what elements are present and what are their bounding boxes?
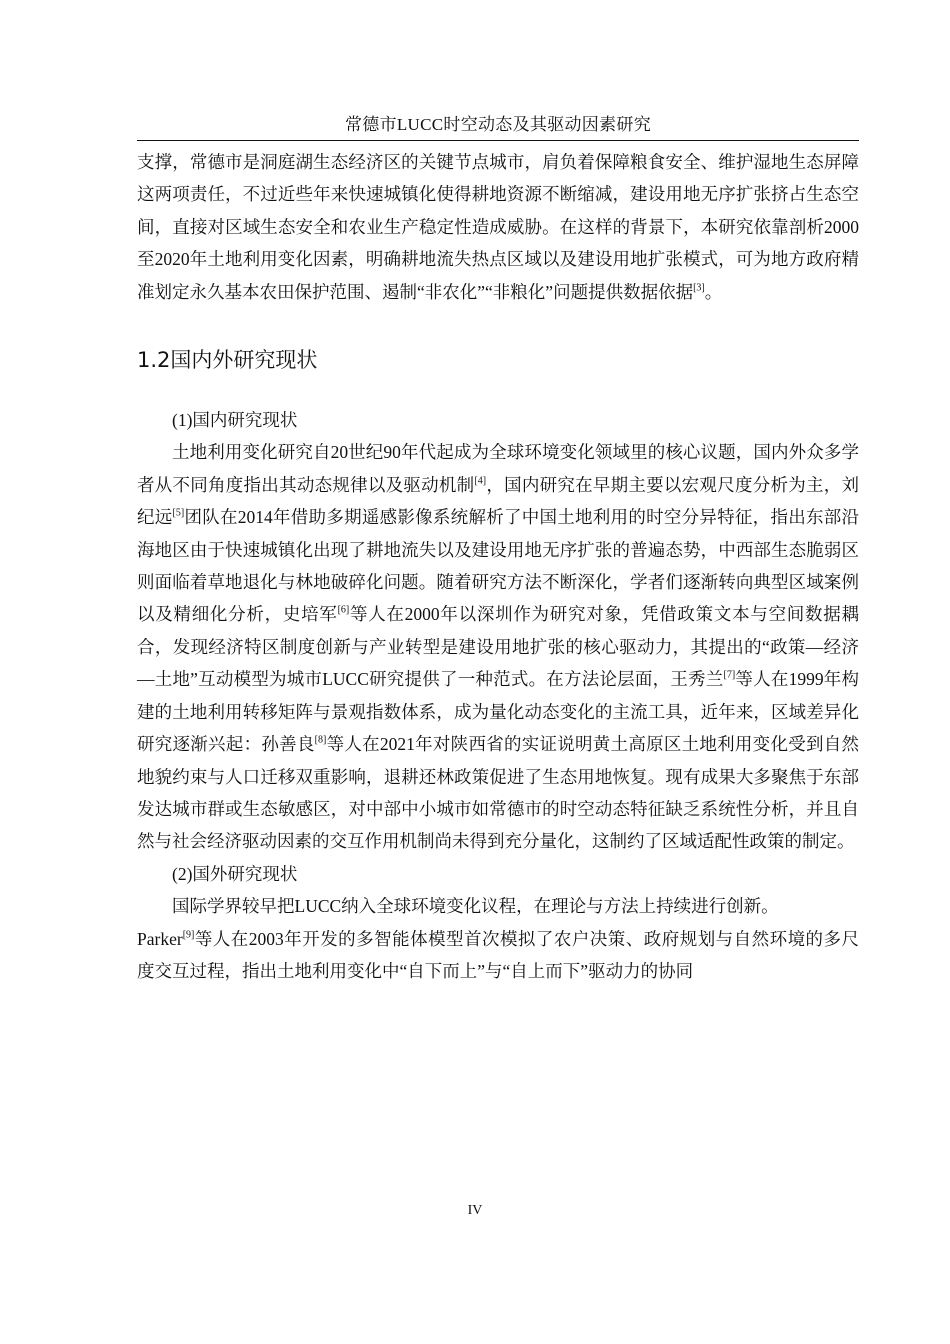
citation-6: [6] [337, 604, 350, 616]
page-number: IV [467, 1203, 483, 1218]
section-number: 1.2 [137, 348, 171, 373]
text-segment: 土地利用变化研究自20世纪90年代起成为全球环境变化领域里的核心议题，国内外众多学者从不同角度指出其动态规律以及驱动机制 [137, 442, 859, 495]
citation-8: [8] [314, 734, 327, 746]
subheading-foreign: (2)国外研究现状 [172, 863, 298, 884]
paragraph-text: 支撑，常德市是洞庭湖生态经济区的关键节点城市，肩负着保障粮食安全、维护湿地生态屏障这两项责任，不过近些年来快速城镇化使得耕地资源不断缩减，建设用地无序扩张挤占生态空间，直接对区域生态安全和农业生产稳定性造成威胁。在这样的背景下，本研究依靠剖析2000至2020年土地利用变化因素，明确耕地流失热点区域以及建设用地扩张模式，可为地方政府精准划定永久基本农田保护范围、遏制“非农化”“非粮化”问题提供数据依据 [137, 152, 859, 302]
text-segment: 等人在2021年对陕西省的实证说明黄土高原区土地利用变化受到自然地貌约束与人口迁移双重影响，退耕还林政策促进了生态用地恢复。现有成果大多聚焦于东部发达城市群或生态敏感区，对中部中小城市如常德市的时空动态特征缺乏系统性分析，并且自然与社会经济驱动因素的交互作用机制尚未得到充分量化，这制约了区域适配性政策的制定。 [137, 734, 860, 852]
header-title: 常德市LUCC时空动态及其驱动因素研究 [344, 115, 652, 134]
text-segment: 等人在2000年以深圳作为研究对象，凭借政策文本与空间数据耦合，发现经济特区制度创新与产业转型是建设用地扩张的核心驱动力，其提出的“政策—经济—土地”互动模型为城市LUCC研究提供了一种范式。在方法论层面，王秀兰 [137, 604, 860, 690]
section-title: 国内外研究现状 [170, 348, 318, 373]
citation-7: [7] [723, 669, 736, 681]
citation-4: [4] [474, 475, 487, 487]
text-segment: Parker [137, 928, 183, 949]
document-body [137, 146, 859, 987]
text-segment: 团队在2014年借助多期遥感影像系统解析了中国土地利用的时空分异特征，指出东部沿海地区由于快速城镇化出现了耕地流失以及建设用地无序扩张的普遍态势，中西部生态脆弱区则面临着草地退化与林地破碎化问题。随着研究方法不断深化，学者们逐渐转向典型区域案例以及精细化分析，史培军 [137, 507, 859, 625]
paragraph-end: 。 [704, 281, 723, 302]
paragraph-foreign-intro: 国际学界较早把LUCC纳入全球环境变化议程，在理论与方法上持续进行创新。 [172, 896, 779, 917]
subheading-domestic: (1)国内研究现状 [172, 410, 298, 431]
paragraph-background [137, 146, 859, 308]
citation-3: [3] [693, 282, 705, 294]
text-segment: 等人在2003年开发的多智能体模型首次模拟了农户决策、政府规划与自然环境的多尺度交互过程，指出土地利用变化中“自下而上”与“自上而下”驱动力的协同 [137, 928, 859, 981]
paragraph-domestic [137, 436, 859, 857]
text-segment: 等人在1999年构建的土地利用转移矩阵与景观指数体系，成为量化动态变化的主流工具，近年来，区域差异化研究逐渐兴起：孙善良 [137, 669, 860, 755]
citation-9: [9] [182, 929, 195, 941]
citation-5: [5] [172, 507, 185, 519]
text-segment: ，国内研究在早期主要以宏观尺度分析为主，刘纪远 [137, 474, 859, 528]
section-heading [137, 346, 859, 374]
page-header [137, 114, 859, 141]
paragraph-foreign [137, 923, 859, 988]
